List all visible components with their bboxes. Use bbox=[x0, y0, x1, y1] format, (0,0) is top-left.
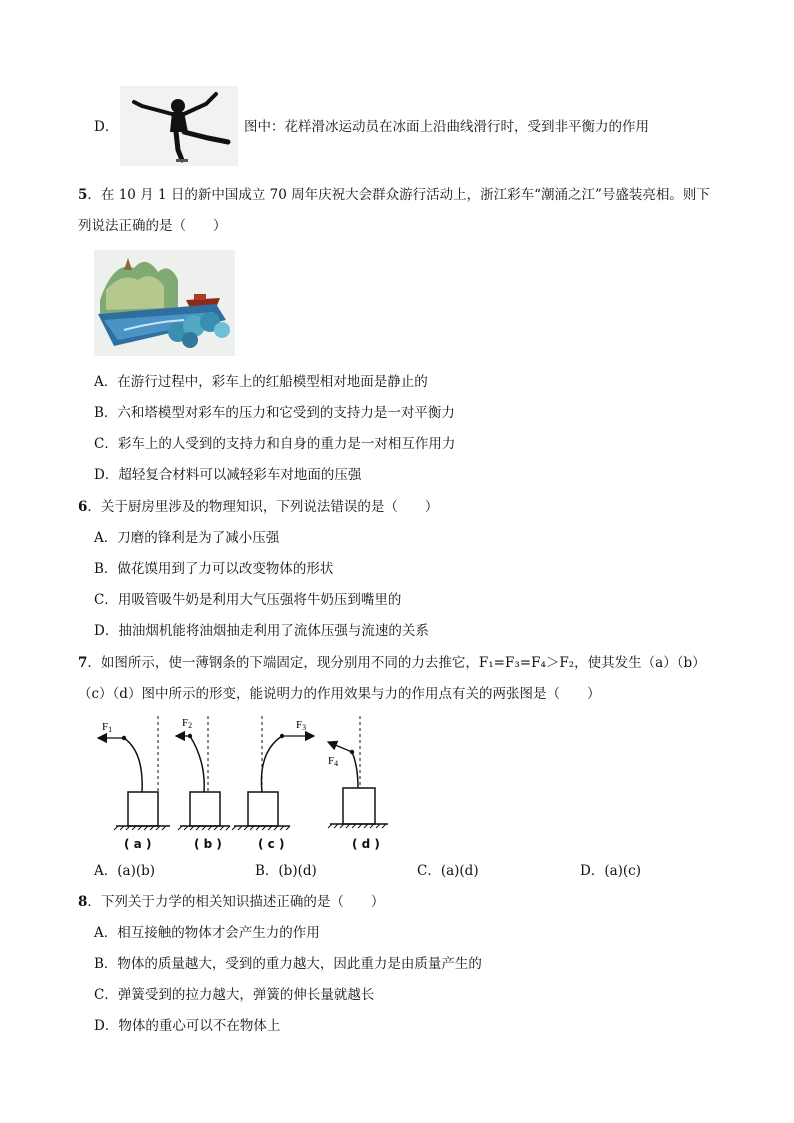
q5-stem-line2: 列说法正确的是（ ） bbox=[78, 218, 227, 234]
q5-option-d: D．超轻复合材料可以减轻彩车对地面的压强 bbox=[94, 467, 362, 483]
q4-option-d-letter: D． bbox=[94, 119, 119, 135]
steel-strip-figure bbox=[92, 712, 392, 856]
q6-number: 6 bbox=[78, 499, 88, 515]
q7-stem-line2: （c）（d）图中所示的形变，能说明力的作用效果与力的作用点有关的两张图是（ ） bbox=[78, 686, 601, 702]
q8-option-b: B．物体的质量越大，受到的重力越大，因此重力是由质量产生的 bbox=[94, 956, 482, 972]
q5-option-c: C．彩车上的人受到的支持力和自身的重力是一对相互作用力 bbox=[94, 436, 456, 452]
q5-option-a: A．在游行过程中，彩车上的红船模型相对地面是静止的 bbox=[94, 374, 428, 390]
panel-d bbox=[328, 716, 388, 828]
q6-stem-text: ．关于厨房里涉及的物理知识，下列说法错误的是（ ） bbox=[87, 499, 439, 515]
q6-stem bbox=[78, 498, 438, 516]
q7-option-d: D．(a)(c) bbox=[580, 863, 642, 879]
panel-label-a: ( a ) bbox=[124, 837, 152, 851]
q8-option-d: D．物体的重心可以不在物体上 bbox=[94, 1018, 281, 1034]
q6-option-d: D．抽油烟机能将油烟抽走利用了流体压强与流速的关系 bbox=[94, 623, 429, 639]
figure-skater-image bbox=[120, 86, 238, 166]
panel-c bbox=[232, 716, 314, 830]
panel-b bbox=[176, 716, 230, 830]
q4-option-d-text: 图中：花样滑冰运动员在冰面上沿曲线滑行时，受到非平衡力的作用 bbox=[244, 119, 649, 135]
q7-stem-line1 bbox=[78, 654, 706, 672]
panel-label-c: ( c ) bbox=[258, 837, 285, 851]
q5-stem-line1 bbox=[78, 186, 710, 204]
panel-a bbox=[98, 716, 170, 830]
q6-option-b: B．做花馍用到了力可以改变物体的形状 bbox=[94, 561, 334, 577]
q8-option-a: A．相互接触的物体才会产生力的作用 bbox=[94, 925, 320, 941]
q5-number: 5 bbox=[78, 187, 88, 203]
q7-option-a: A．(a)(b) bbox=[94, 863, 156, 879]
q7-stem-text: ．如图所示，使一薄钢条的下端固定，现分别用不同的力去推它，F₁=F₃=F₄＞F₂，使其发生（a）（b） bbox=[87, 655, 706, 671]
force-label-f2: F2 bbox=[182, 717, 193, 730]
q8-stem bbox=[78, 893, 384, 911]
force-label-f4: F4 bbox=[328, 755, 339, 768]
panel-label-b: ( b ) bbox=[194, 837, 222, 851]
q7-option-c: C．(a)(d) bbox=[417, 863, 479, 879]
force-label-f1: F1 bbox=[102, 721, 113, 734]
q7-option-b: B．(b)(d) bbox=[255, 863, 317, 879]
q6-option-c: C．用吸管吸牛奶是利用大气压强将牛奶压到嘴里的 bbox=[94, 592, 402, 608]
q8-number: 8 bbox=[78, 894, 88, 910]
q6-option-a: A．刀磨的锋利是为了减小压强 bbox=[94, 530, 280, 546]
parade-float-image bbox=[94, 250, 235, 356]
q8-stem-text: ．下列关于力学的相关知识描述正确的是（ ） bbox=[87, 894, 385, 910]
panel-label-d: ( d ) bbox=[352, 837, 380, 851]
force-label-f3: F3 bbox=[296, 719, 307, 732]
q5-option-b: B．六和塔模型对彩车的压力和它受到的支持力是一对平衡力 bbox=[94, 405, 455, 421]
q7-number: 7 bbox=[78, 655, 88, 671]
q8-option-c: C．弹簧受到的拉力越大，弹簧的伸长量就越长 bbox=[94, 987, 375, 1003]
q5-stem-text: ．在 10 月 1 日的新中国成立 70 周年庆祝大会群众游行活动上，浙江彩车“潮涌之江”号盛装亮相。则下 bbox=[87, 187, 710, 203]
